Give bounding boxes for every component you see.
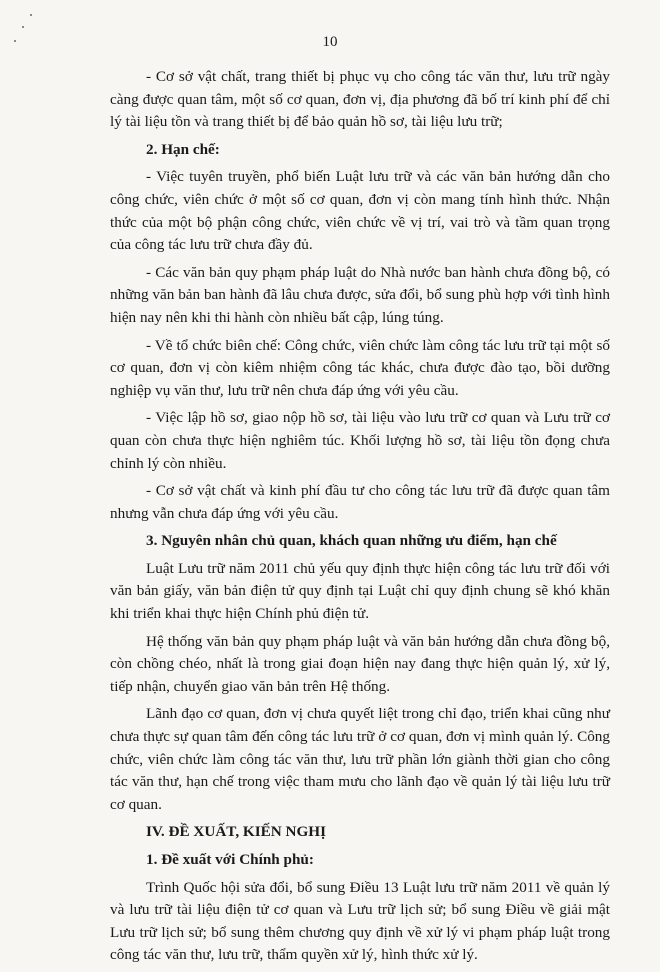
subsection-heading: 3. Nguyên nhân chủ quan, khách quan những ưu điểm, hạn chế [146, 532, 557, 550]
paragraph: - Các văn bản quy phạm pháp luật do Nhà nước ban hành chưa đồng bộ, có những văn bản ban hành đã lâu chưa được, sửa đổi, bổ sung phù hợp với tình hình hiện nay nên khi thi hành còn nhiều bất cập, lúng túng. [110, 263, 610, 326]
paragraph: Trình Quốc hội sửa đổi, bổ sung Điều 13 Luật lưu trữ năm 2011 về quản lý và lưu trữ tài liệu điện tử cơ quan và Lưu trữ lịch sử; bổ sung Điều về giải mật Lưu trữ lịch sử; bổ sung thêm chương quy định về xử lý vi phạm pháp luật trong công tác văn thư, lưu trữ, thẩm quyền xử lý, hình thức xử lý. [110, 878, 610, 964]
paragraph: Hệ thống văn bản quy phạm pháp luật và văn bản hướng dẫn chưa đồng bộ, còn chồng chéo, nhất là trong giai đoạn hiện nay đang thực hiện quản lý, xử lý, tiếp nhận, chuyển giao văn bản trên Hệ thống. [110, 632, 610, 695]
scan-speck [30, 14, 32, 16]
paragraph: - Việc tuyên truyền, phổ biến Luật lưu trữ và các văn bản hướng dẫn cho công chức, viên chức ở một số cơ quan, đơn vị còn mang tính hình thức. Nhận thức của một bộ phận công chức, viên chức về vị trí, vai trò và tầm quan trọng của công tác lưu trữ chưa đầy đủ. [110, 168, 610, 254]
paragraph: - Về tổ chức biên chế: Công chức, viên chức làm công tác lưu trữ tại một số cơ quan, đơn vị còn kiêm nhiệm công tác khác, chưa được đào tạo, bồi dưỡng nghiệp vụ văn thư, lưu trữ nên chưa đáp ứng với yêu cầu. [110, 336, 610, 399]
paragraph: - Cơ sở vật chất, trang thiết bị phục vụ cho công tác văn thư, lưu trữ ngày càng được quan tâm, một số cơ quan, đơn vị, địa phương đã bố trí kinh phí để chỉ lý tài liệu tồn và trang thiết bị để bảo quản hồ sơ, tài liệu lưu trữ; [110, 68, 610, 131]
paragraph: Lãnh đạo cơ quan, đơn vị chưa quyết liệt trong chỉ đạo, triển khai cũng như chưa thực sự quan tâm đến công tác lưu trữ ở cơ quan, đơn vị mình quản lý. Công chức, viên chức làm công tác văn thư, lưu trữ phần lớn giành thời gian cho công tác văn thư, hạn chế trong việc tham mưu cho lãnh đạo về quản lý tài liệu lưu trữ cơ quan. [110, 705, 610, 813]
scan-speck [22, 26, 24, 28]
paragraph: - Việc lập hồ sơ, giao nộp hồ sơ, tài liệu vào lưu trữ cơ quan và Lưu trữ cơ quan còn chưa thực hiện nghiêm túc. Khối lượng hồ sơ, tài liệu tồn đọng chưa chỉnh lý còn nhiều. [110, 409, 610, 472]
page-number: 10 [322, 34, 338, 50]
paragraph: - Cơ sở vật chất và kinh phí đầu tư cho công tác lưu trữ đã được quan tâm nhưng vẫn chưa đáp ứng với yêu cầu. [110, 482, 610, 522]
subsection-heading: 1. Đề xuất với Chính phủ: [146, 851, 314, 868]
section-heading: IV. ĐỀ XUẤT, KIẾN NGHỊ [146, 823, 327, 841]
subsection-heading: 2. Hạn chế: [146, 140, 220, 158]
paragraph: Luật Lưu trữ năm 2011 chủ yếu quy định thực hiện công tác lưu trữ đối với văn bản giấy, văn bản điện tử quy định tại Luật chỉ quy định chung sẽ khó khăn khi triển khai thực hiện Chính phủ điện tử. [110, 559, 610, 623]
document-body [110, 66, 610, 972]
